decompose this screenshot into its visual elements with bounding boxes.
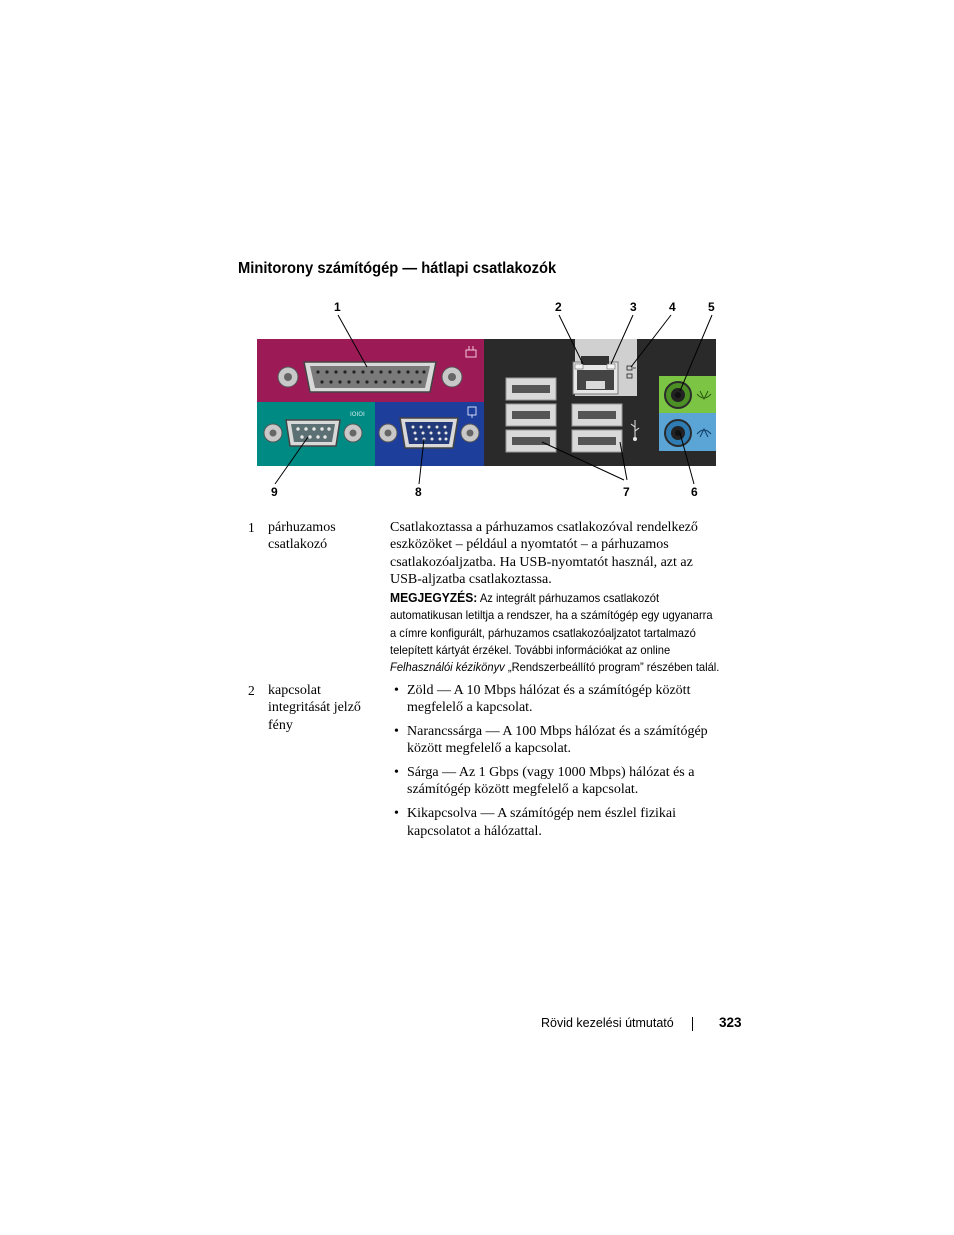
callout-3: 3 bbox=[630, 300, 637, 314]
item-1-description bbox=[390, 519, 740, 588]
item-2-term-line: fény bbox=[268, 717, 293, 733]
note-text: Az integrált párhuzamos csatlakozót bbox=[479, 591, 660, 605]
note-line: telepített kártyát érzékel. További információkat az online bbox=[390, 642, 671, 657]
note-first-line bbox=[390, 589, 739, 607]
page-number: 323 bbox=[719, 1015, 742, 1030]
serial-icon: IOIOI bbox=[350, 411, 365, 418]
item-1-desc-line: eszközöket – például a nyomtatót – a párhuzamos bbox=[390, 537, 669, 553]
item-2-number: 2 bbox=[248, 683, 255, 698]
note-line: a címre konfigurált, párhuzamos csatlakozóaljzatot tartalmazó bbox=[390, 625, 696, 640]
callout-6: 6 bbox=[691, 485, 698, 499]
item-1-term bbox=[268, 519, 378, 554]
item-1-term-line: párhuzamos bbox=[268, 520, 336, 535]
note-label: MEGJEGYZÉS: bbox=[390, 590, 478, 605]
line-out-port bbox=[665, 382, 691, 408]
item-1-note bbox=[390, 589, 739, 676]
note-line: automatikusan letiltja a rendszer, ha a számítógép egy ugyanarra bbox=[390, 608, 713, 623]
back-panel-figure bbox=[250, 296, 720, 506]
item-1-desc-line: Csatlakoztassa a párhuzamos csatlakozóval rendelkező bbox=[390, 520, 698, 535]
footer-divider bbox=[692, 1017, 693, 1031]
usb-port-column-left bbox=[506, 378, 556, 452]
item-1-desc-line: csatlakozóaljzatba. Ha USB-nyomtatót használ, azt az bbox=[390, 554, 693, 570]
callout-1: 1 bbox=[334, 300, 341, 314]
callout-7: 7 bbox=[623, 485, 630, 499]
callout-8: 8 bbox=[415, 485, 422, 499]
note-last-line bbox=[390, 659, 739, 676]
callout-4: 4 bbox=[669, 300, 676, 314]
network-port bbox=[573, 356, 618, 394]
list-item: • Narancssárga — A 100 Mbps hálózat és a számítógép között megfelelő a kapcsolat. bbox=[392, 723, 732, 758]
item-1-desc-line: USB-aljzatba csatlakoztassa. bbox=[390, 571, 552, 587]
footer-title: Rövid kezelési útmutató bbox=[541, 1016, 674, 1030]
callout-9: 9 bbox=[271, 485, 278, 499]
section-heading: Minitorony számítógép — hátlapi csatlakozók bbox=[238, 260, 557, 277]
line-in-port bbox=[665, 420, 691, 446]
note-tail: „Rendszerbeállító program” részében talál. bbox=[504, 660, 720, 675]
item-2-term-line: integritását jelző bbox=[268, 700, 361, 716]
item-1-number: 1 bbox=[248, 520, 255, 535]
link-light-list bbox=[392, 682, 732, 846]
manual-title: Felhasználói kézikönyv bbox=[390, 660, 505, 675]
callout-2: 2 bbox=[555, 300, 562, 314]
item-2-term-line: kapcsolat bbox=[268, 683, 321, 698]
list-item: • Zöld — A 10 Mbps hálózat és a számítógép között megfelelő a kapcsolat. bbox=[392, 682, 732, 717]
list-item: • Kikapcsolva — A számítógép nem észlel fizikai kapcsolatot a hálózattal. bbox=[392, 805, 732, 840]
item-1-term-line: csatlakozó bbox=[268, 537, 328, 553]
item-2-term bbox=[268, 682, 378, 734]
list-item: • Sárga — Az 1 Gbps (vagy 1000 Mbps) hálózat és a számítógép között megfelelő a kapcsolat. bbox=[392, 764, 732, 799]
callout-5: 5 bbox=[708, 300, 715, 314]
